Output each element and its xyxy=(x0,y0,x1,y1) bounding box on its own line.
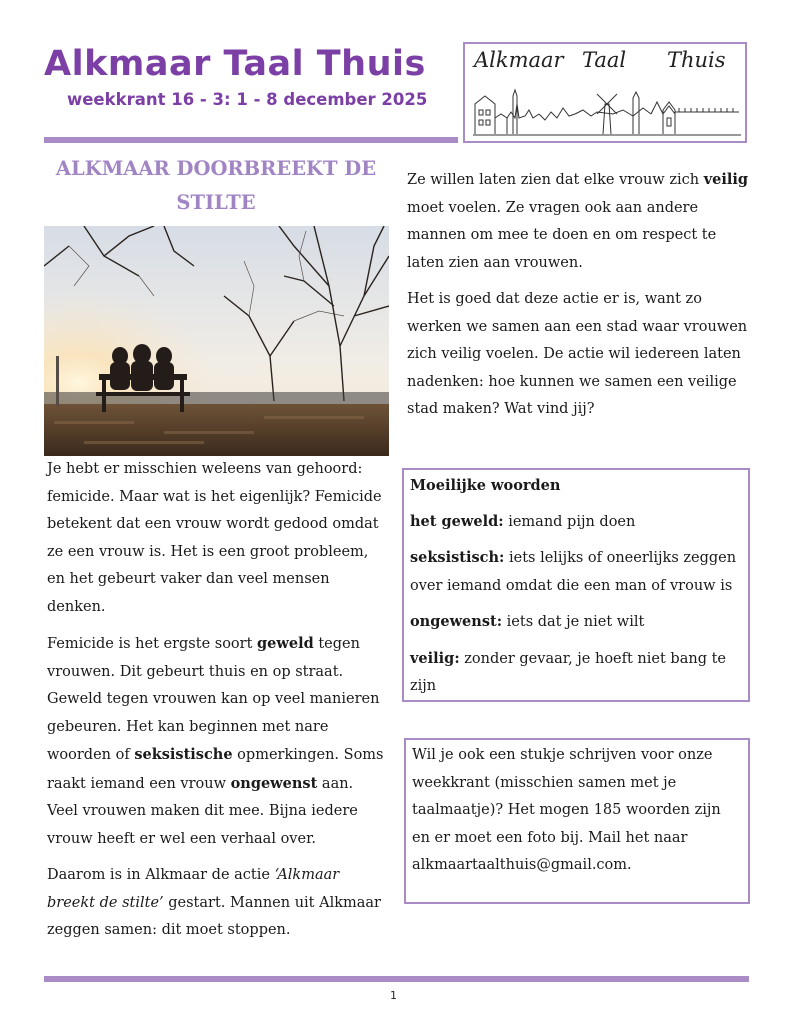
text-segment: tegen vrouwen. Dit gebeurt thuis en op straat. Geweld tegen vrouwen kan op veel manieren gebeuren. Het kan beginnen met nare woorden of xyxy=(47,636,380,763)
article-headline: ALKMAAR DOORBREEKT DE STILTE xyxy=(55,157,377,214)
glossary-item xyxy=(410,544,742,600)
logo-word: Alkmaar xyxy=(474,48,564,72)
text-segment: opmerkingen. Soms raakt iemand een vrouw xyxy=(47,747,384,792)
glossary-item xyxy=(410,645,742,701)
text-segment: Het is goed dat deze actie er is, want zo werken we samen aan een stad waar vrouwen zich veilig voelen. De actie wil iedereen laten nadenken: hoe kunnen we samen een veilige stad maken? Wat vind jij? xyxy=(407,291,748,417)
page-number: 1 xyxy=(390,989,397,1002)
paragraph xyxy=(407,286,752,424)
logo xyxy=(463,42,747,143)
paragraph xyxy=(47,630,387,853)
glossary-term: veilig: xyxy=(410,649,460,667)
bold-term: geweld xyxy=(257,635,314,652)
text-segment: gestart. Mannen uit Alkmaar zeggen samen: dit moet stoppen. xyxy=(47,894,381,938)
article-body-left xyxy=(47,456,387,954)
glossary-item xyxy=(410,508,742,537)
glossary-list xyxy=(410,508,742,701)
text-segment: aan. Veel vrouwen maken dit mee. Bijna iedere vrouw heeft er wel een verhaal over. xyxy=(47,775,358,847)
call-to-action-text: Wil je ook een stukje schrijven voor onze weekkrant (misschien samen met je taalmaatje)? Het mogen 185 woorden zijn en er moet een foto bij. Mail het naar alkmaartaalthuis@gmail.com. xyxy=(412,747,721,873)
text-segment: Je hebt er misschien weleens van gehoord: femicide. Maar wat is het eigenlijk? Femicide betekent dat een vrouw wordt gedood omdat ze een vrouw is. Het is een groot probleem, en het gebeurt vaker dan veel mensen denken. xyxy=(47,461,382,615)
footer-divider xyxy=(44,976,749,982)
glossary-definition: iemand pijn doen xyxy=(503,513,636,530)
skyline-icon xyxy=(473,88,741,136)
glossary-term: het geweld: xyxy=(410,512,504,530)
glossary-title: Moeilijke woorden xyxy=(410,477,561,494)
logo-word: Taal xyxy=(582,48,627,72)
header-divider xyxy=(44,137,458,143)
glossary-term: ongewenst: xyxy=(410,613,503,630)
text-segment: Ze willen laten zien dat elke vrouw zich xyxy=(407,172,704,188)
logo-word: Thuis xyxy=(667,48,726,72)
masthead-title: Alkmaar Taal Thuis xyxy=(44,44,426,84)
text-segment: Femicide is het ergste soort xyxy=(47,636,258,652)
text-segment: Daarom is in Alkmaar de actie xyxy=(47,867,275,883)
paragraph xyxy=(47,862,387,945)
text-segment: ‘Alkmaar breekt de stilte’ xyxy=(47,867,340,911)
paragraph xyxy=(47,456,387,621)
glossary-box xyxy=(402,468,750,702)
text-segment: moet voelen. Ze vragen ook aan andere mannen om mee te doen en om respect te laten zien aan vrouwen. xyxy=(407,199,717,271)
article-body-right xyxy=(407,166,752,433)
bold-term: ongewenst xyxy=(230,774,318,792)
glossary-item xyxy=(410,608,742,637)
glossary-definition: iets lelijks of oneerlijks zeggen over iemand omdat die een man of vrouw is xyxy=(410,550,737,594)
bold-term: veilig xyxy=(703,171,749,188)
glossary-definition: zonder gevaar, je hoeft niet bang te zijn xyxy=(410,650,726,694)
glossary-definition: iets dat je niet wilt xyxy=(502,614,645,630)
glossary-term: seksistisch: xyxy=(410,549,505,566)
article-photo xyxy=(44,226,389,456)
masthead-subtitle: weekkrant 16 - 3: 1 - 8 december 2025 xyxy=(67,90,428,109)
paragraph xyxy=(407,166,752,277)
call-to-action-box xyxy=(404,738,750,904)
bold-term: seksistische xyxy=(134,746,233,763)
